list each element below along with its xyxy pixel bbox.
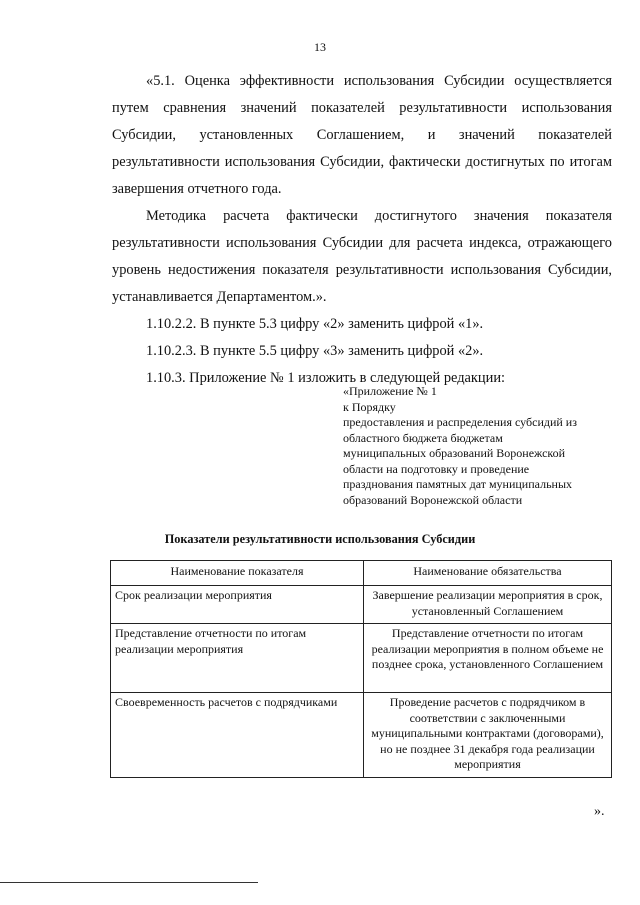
paragraph-5-1: «5.1. Оценка эффективности использования Субсидии осуществляется путем сравнения значений показателей результативности использования Субсидии, установленных Соглашением, и значений показателей результативности использования Субсидии, фактически достигнутых по итогам завершения отчетного года. <box>112 73 612 197</box>
table-title: Показатели результативности использования Субсидии <box>164 532 476 546</box>
indicators-table <box>110 560 612 778</box>
appendix-header <box>343 384 603 508</box>
column-header-indicator: Наименование показателя <box>111 561 364 586</box>
column-header-obligation: Наименование обязательства <box>364 561 612 586</box>
appendix-line: празднования памятных дат муниципальных <box>343 477 573 491</box>
paragraph-1-10-2-2: 1.10.2.2. В пункте 5.3 цифру «2» заменить цифрой «1». <box>146 316 484 332</box>
paragraph-1-10-2-3: 1.10.2.3. В пункте 5.5 цифру «3» заменить цифрой «2». <box>146 343 484 359</box>
closing-quote: ». <box>594 804 605 819</box>
document-body <box>112 68 612 392</box>
paragraph-methodology: Методика расчета фактически достигнутого значения показателя результативности использования Субсидии для расчета индекса, отражающего уровень недостижения показателя результативности использования Субсидии, устанавливается Департаментом.». <box>112 208 612 305</box>
footnote-divider <box>0 882 258 883</box>
table-header-row <box>111 561 612 586</box>
table-row <box>111 693 612 778</box>
appendix-line: муниципальных образований Воронежской <box>343 446 566 460</box>
appendix-line: области на подготовку и проведение <box>343 461 530 476</box>
appendix-line: к Порядку <box>343 399 396 414</box>
page-number: 13 <box>314 40 326 54</box>
obligation-cell: Проведение расчетов с подрядчиком в соответствии с заключенными муниципальными контрактами (договорами), но не позднее 31 декабря года реализации мероприятия <box>364 693 612 778</box>
table-row <box>111 586 612 624</box>
table-row <box>111 624 612 693</box>
appendix-line: областного бюджета бюджетам <box>343 430 503 445</box>
appendix-line: предоставления и распределения субсидий из <box>343 415 577 429</box>
paragraph-1-10-3: 1.10.3. Приложение № 1 изложить в следующей редакции: <box>146 370 506 386</box>
obligation-cell: Представление отчетности по итогам реализации мероприятия в полном объеме не позднее срока, установленного Соглашением <box>364 624 612 693</box>
indicator-cell: Представление отчетности по итогам реализации мероприятия <box>111 624 364 693</box>
appendix-line: «Приложение № 1 <box>343 384 437 398</box>
appendix-line: образований Воронежской области <box>343 492 523 507</box>
obligation-cell: Завершение реализации мероприятия в срок, установленный Соглашением <box>364 586 612 624</box>
indicator-cell: Своевременность расчетов с подрядчиками <box>111 693 364 778</box>
indicator-cell: Срок реализации мероприятия <box>111 586 364 624</box>
